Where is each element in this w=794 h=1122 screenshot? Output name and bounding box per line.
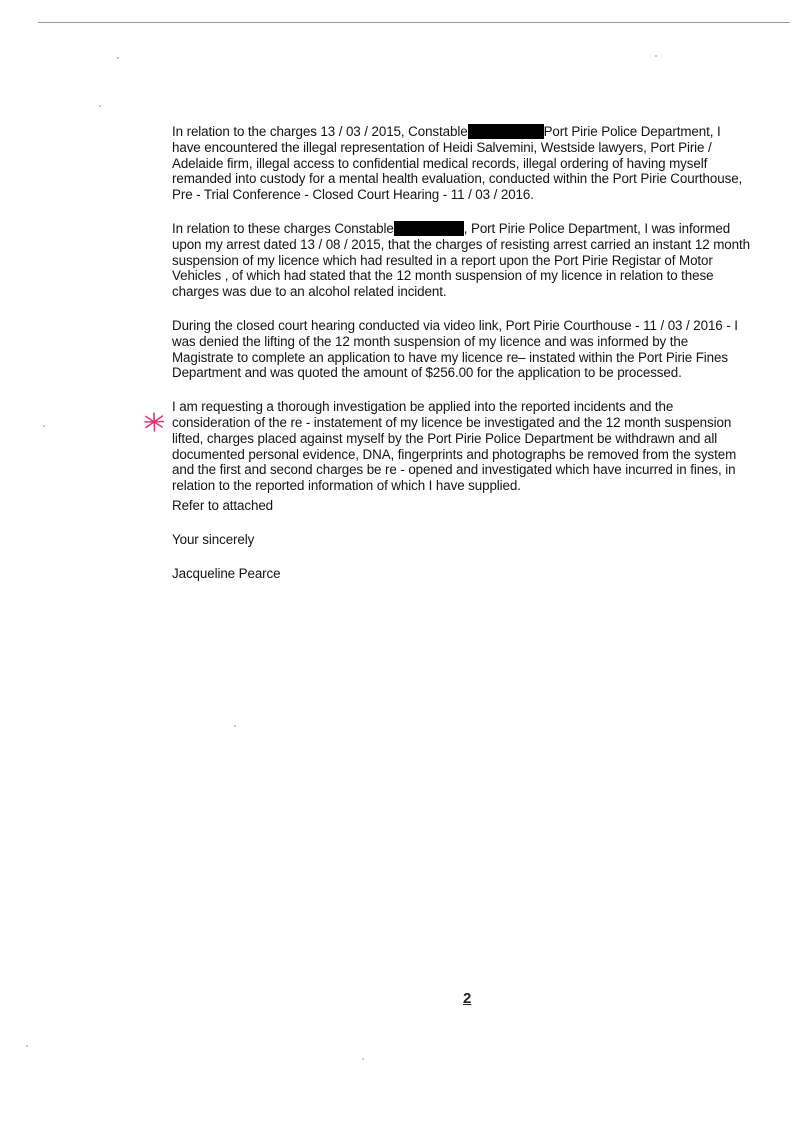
scan-speck (362, 1058, 364, 1060)
closing-salutation: Your sincerely (172, 531, 255, 547)
page-number: 2 (463, 990, 472, 1007)
paragraph-text: , Port Pirie Police Department, I was informed upon my arrest dated 13 / 08 / 2015, that the charges of resisting arrest carried an instant 12 month suspension of my licence which had resulted in a report upon the Port Pirie Registar of Motor Vehicles , of which had stated that the 12 month suspension of my licence in relation to these charges was due to an alcohol related incident. (172, 220, 750, 300)
paragraph-charges-2015 (172, 124, 752, 203)
redaction-bar (468, 124, 544, 139)
scan-speck (655, 55, 657, 57)
scan-speck (234, 725, 236, 727)
redaction-bar (394, 221, 464, 236)
paragraph-investigation-request: I am requesting a thorough investigation be applied into the reported incidents and the consideration of the re - instatement of my licence be investigated and the 12 month suspension lifted, charges placed against myself by the Port Pirie Police Department be withdrawn and all documented personal evidence, DNA, fingerprints and photographs be removed from the system and the first and second charges be re - opened and investigated which have incurred in fines, in relation to the reported information of which I have supplied. (172, 399, 737, 494)
scan-speck (99, 105, 101, 107)
paragraph-arrest-suspension (172, 221, 752, 300)
paragraph-closed-court-hearing: During the closed court hearing conducted via video link, Port Pirie Courthouse - 11 / 03 / 2016 - I was denied the lifting of the 12 month suspension of my licence and was informed by the Magistrate to complete an application to have my licence re– instated within the Port Pirie Fines Department and was quoted the amount of $256.00 for the application to be processed. (172, 317, 738, 381)
scan-speck (26, 1045, 28, 1047)
paragraph-text: In relation to the charges 13 / 03 / 2015, Constable (172, 124, 468, 139)
letter-body (172, 124, 752, 581)
handwritten-asterisk-icon (142, 410, 166, 434)
scan-speck (43, 425, 45, 427)
paragraph-text: In relation to these charges Constable (172, 220, 394, 236)
signature-name: Jacqueline Pearce (172, 565, 281, 581)
paragraph-text: Port Pirie Police Department, I have encountered the illegal representation of Heidi Salvemini, Westside lawyers, Port Pirie / Adelaide firm, illegal access to confidential medical records, illegal ordering of having myself remanded into custody for a mental health evaluation, conducted within the Port Pirie Courthouse, Pre - Trial Conference - Closed Court Hearing - 11 / 03 / 2016. (172, 124, 743, 203)
refer-to-attached: Refer to attached (172, 497, 274, 513)
scan-speck (117, 57, 119, 59)
scan-edge-line (38, 22, 790, 23)
